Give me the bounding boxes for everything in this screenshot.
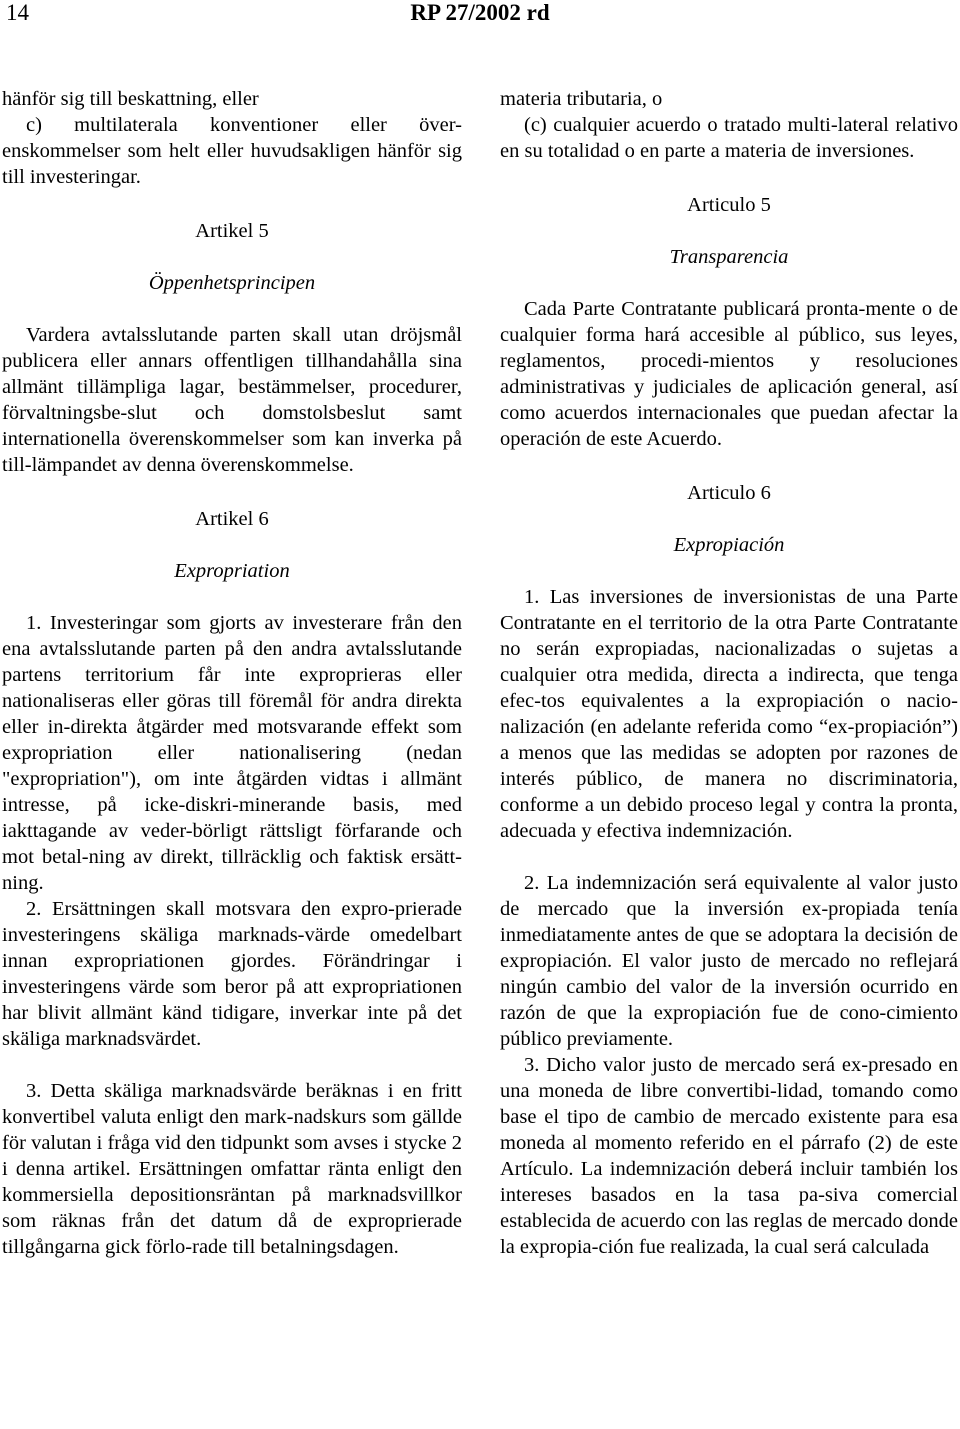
document-reference-title: RP 27/2002 rd	[410, 0, 550, 25]
article-6-paragraph-2: 2. Ersättningen skall motsvara den expro-prierade investeringens skäliga marknads-värde omedelbart innan expropriationen gjordes. Förändringar i investeringens värde som beror på att expropriationen har blivit allmänt känd tidigare, inverkar inte på det skäliga marknadsvärdet.	[2, 898, 462, 1050]
page-number: 14	[6, 0, 29, 25]
article-6-heading: Artikel 6	[195, 508, 269, 530]
page-header	[0, 0, 960, 40]
article-6-paragraph-2: 2. La indemnización será equivalente al valor justo de mercado que la inversión ex-propiada tenía inmediatamente antes de que se adoptara la decisión de expropiación. El valor justo de mercado no reflejará ningún cambio del valor de la inversión ocurrido en razón de que la expropiación fue de cono-cimiento público previamente.	[500, 872, 958, 1050]
spanish-column	[500, 86, 958, 1260]
article-6-heading: Articulo 6	[687, 482, 771, 504]
intro-paragraph: c) multilaterala konventioner eller över-enskommelser som helt eller huvudsakligen hänför sig till investeringar.	[2, 114, 462, 188]
article-5-subtitle: Transparencia	[669, 246, 789, 268]
intro-paragraph: (c) cualquier acuerdo o tratado multi-lateral relativo en su totalidad o en parte a materia de inversiones.	[500, 114, 958, 162]
intro-line: materia tributaria, o	[500, 88, 663, 110]
article-6-paragraph-3: 3. Dicho valor justo de mercado será ex-presado en una moneda de libre convertibi-lidad, tomando como base el tipo de cambio de mercado existente para esa moneda al momento referido en el párrafo (2) de este Artículo. La indemnización deberá incluir también los intereses basados en la tasa pa-siva comercial establecida de acuerdo con las reglas de mercado donde la expropia-ción fue realizada, la cual será calculada	[500, 1054, 958, 1258]
article-6-subtitle: Expropriation	[174, 560, 290, 582]
article-6-paragraph-1: 1. Investeringar som gjorts av investerare från den ena avtalsslutande parten på den andra avtalsslutande partens territorium får inte exproprieras eller nationaliseras eller göras till föremål för andra direkta eller in-direkta åtgärder med motsvarande effekt som expropriation eller nationalisering (nedan "expropriation"), om inte åtgärden vidtas i allmänt intresse, på icke-diskri-minerande basis, med iakttagande av veder-börligt rättsligt förfarande och mot betal-ning av direkt, tillräcklig och faktisk ersätt-ning.	[2, 612, 462, 894]
article-6-paragraph-1: 1. Las inversiones de inversionistas de una Parte Contratante en el territorio de la otra Parte Contratante no serán expropiadas, nacionalizadas o sujetas a cualquier otra medida, directa a indirecta, que tenga efec-tos equivalentes a la expropiación o nacio-nalización (en adelante referida como “ex-propiación”) a menos que las medidas se adopten por razones de interés público, de manera no discriminatoria, conforme a un debido proceso legal y contra la pronta, adecuada y efectiva indemnización.	[500, 586, 958, 842]
article-5-heading: Articulo 5	[687, 194, 771, 216]
article-6-paragraph-3: 3. Detta skäliga marknadsvärde beräknas i en fritt konvertibel valuta enligt den mark-nadskurs som gällde för valutan i fråga vid den tidpunkt som avses i stycke 2 i denna artikel. Ersättningen omfattar ränta enligt den kommersiella depositionsräntan på marknadsvillkor som räknas från det datum då de exproprierade tillgångarna gick förlo-rade till betalningsdagen.	[2, 1080, 462, 1258]
swedish-column	[2, 86, 462, 1260]
intro-line: hänför sig till beskattning, eller	[2, 88, 259, 110]
article-5-subtitle: Öppenhetsprincipen	[148, 272, 316, 294]
article-5-body: Cada Parte Contratante publicará pronta-mente o de cualquier forma hará accesible al público, sus leyes, reglamentos, procedi-mientos y resoluciones administrativas y judiciales de aplicación general, así como acuerdos internacionales que puedan afectar la operación de este Acuerdo.	[500, 298, 958, 450]
article-5-heading: Artikel 5	[195, 220, 269, 242]
article-5-body: Vardera avtalsslutande parten skall utan dröjsmål publicera eller annars offentligen tillhandahålla sina allmänt tillämpliga lagar, bestämmelser, procedurer, förvaltningsbe-slut och domstolsbeslut samt internationella överenskommelser som kan inverka på till-lämpandet av denna överenskommelse.	[2, 324, 462, 476]
article-6-subtitle: Expropiación	[673, 534, 785, 556]
